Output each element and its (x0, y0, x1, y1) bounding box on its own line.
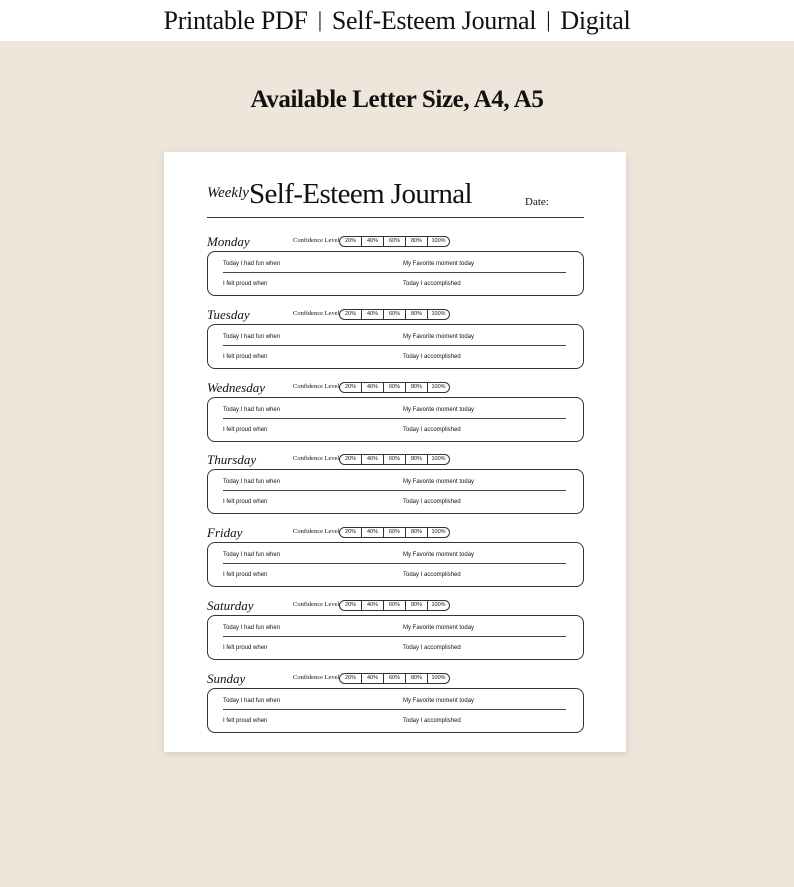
day-section-wednesday (207, 379, 584, 449)
confidence-option[interactable]: 40% (361, 601, 383, 610)
confidence-option[interactable]: 20% (344, 456, 356, 463)
prompt-fun: Today I had fun when (223, 333, 281, 340)
prompt-favorite-moment: My Favorite moment today (403, 552, 475, 559)
day-section-monday (207, 233, 584, 303)
confidence-option[interactable]: 40% (361, 310, 383, 319)
entry-divider (223, 490, 566, 491)
confidence-option[interactable]: 60% (383, 528, 405, 537)
day-name: Saturday (207, 598, 254, 613)
prompt-felt-proud: I felt proud when (223, 353, 268, 360)
confidence-scale (339, 236, 450, 247)
day-entry-box[interactable] (207, 688, 584, 733)
entry-divider (223, 418, 566, 419)
confidence-option[interactable]: 100% (427, 528, 449, 537)
day-name: Monday (207, 234, 250, 249)
title-divider (207, 217, 584, 218)
confidence-scale (339, 309, 450, 320)
confidence-option[interactable]: 20% (344, 310, 356, 317)
confidence-option[interactable]: 60% (383, 455, 405, 464)
entry-divider (223, 636, 566, 637)
prompt-accomplished: Today I accomplished (403, 499, 461, 506)
sizes-subtitle: Available Letter Size, A4, A5 (250, 86, 544, 113)
entry-divider (223, 272, 566, 273)
header-separator: | (317, 6, 322, 32)
day-section-tuesday (207, 306, 584, 376)
confidence-option[interactable]: 40% (361, 528, 383, 537)
entry-divider (223, 345, 566, 346)
confidence-option[interactable]: 20% (344, 674, 356, 681)
header-bar (0, 0, 794, 41)
day-name: Thursday (207, 452, 257, 468)
confidence-option[interactable]: 100% (427, 383, 449, 392)
prompt-accomplished: Today I accomplished (403, 353, 461, 360)
day-section-friday (207, 524, 584, 594)
confidence-scale (339, 600, 450, 611)
prompt-fun: Today I had fun when (223, 479, 281, 486)
prompt-felt-proud: I felt proud when (223, 645, 268, 651)
confidence-option[interactable]: 40% (361, 455, 383, 464)
prompt-favorite-moment: My Favorite moment today (403, 625, 475, 631)
prompt-favorite-moment: My Favorite moment today (403, 479, 475, 486)
day-section-saturday (207, 597, 584, 667)
journal-page (164, 152, 626, 752)
day-section-thursday (207, 451, 584, 521)
prompt-accomplished: Today I accomplished (403, 717, 461, 724)
confidence-option[interactable]: 60% (383, 237, 405, 246)
prompt-felt-proud: I felt proud when (223, 281, 268, 287)
confidence-option[interactable]: 40% (361, 674, 383, 683)
confidence-option[interactable]: 60% (383, 383, 405, 392)
confidence-option[interactable]: 20% (344, 529, 356, 536)
prompt-accomplished: Today I accomplished (403, 645, 461, 651)
prompt-accomplished: Today I accomplished (403, 426, 461, 433)
day-name: Sunday (207, 670, 246, 686)
prompt-favorite-moment: My Favorite moment today (403, 261, 475, 267)
date-label: Date: (525, 196, 549, 208)
confidence-option[interactable]: 40% (361, 237, 383, 246)
confidence-option[interactable]: 100% (427, 601, 449, 610)
prompt-fun: Today I had fun when (223, 552, 281, 559)
day-name: Wednesday (207, 379, 266, 395)
confidence-scale (339, 382, 450, 393)
prompt-favorite-moment: My Favorite moment today (403, 406, 475, 413)
day-entry-box[interactable] (207, 324, 584, 369)
confidence-level-label: Confidence Level (293, 455, 340, 463)
prompt-favorite-moment: My Favorite moment today (403, 697, 475, 704)
confidence-option[interactable]: 40% (361, 383, 383, 392)
confidence-option[interactable]: 80% (405, 455, 427, 464)
prompt-fun: Today I had fun when (223, 261, 281, 267)
prompt-fun: Today I had fun when (223, 625, 281, 631)
prompt-fun: Today I had fun when (223, 697, 281, 704)
day-entry-box[interactable] (207, 615, 584, 660)
confidence-scale (339, 527, 450, 538)
confidence-option[interactable]: 80% (405, 310, 427, 319)
journal-weekly-label: Weekly (207, 185, 249, 201)
confidence-option[interactable]: 100% (427, 237, 449, 246)
prompt-felt-proud: I felt proud when (223, 426, 268, 433)
prompt-accomplished: Today I accomplished (403, 572, 461, 579)
day-name: Friday (207, 525, 243, 541)
confidence-option[interactable]: 80% (405, 601, 427, 610)
prompt-accomplished: Today I accomplished (403, 281, 461, 287)
confidence-option[interactable]: 20% (344, 383, 356, 390)
header-separator: | (546, 6, 551, 32)
journal-main-title: Self-Esteem Journal (249, 178, 472, 210)
prompt-fun: Today I had fun when (223, 406, 281, 413)
confidence-option[interactable]: 100% (427, 310, 449, 319)
confidence-level-label: Confidence Level (293, 237, 340, 244)
confidence-option[interactable]: 80% (405, 674, 427, 683)
confidence-level-label: Confidence Level (293, 601, 340, 608)
confidence-level-label: Confidence Level (293, 673, 340, 681)
prompt-favorite-moment: My Favorite moment today (403, 333, 475, 340)
confidence-option[interactable]: 60% (383, 601, 405, 610)
confidence-option[interactable]: 80% (405, 383, 427, 392)
header-right-text: Digital (560, 5, 631, 35)
confidence-option[interactable]: 20% (344, 238, 356, 244)
entry-divider (223, 563, 566, 564)
confidence-scale (339, 673, 450, 684)
day-entry-box[interactable] (207, 251, 584, 296)
day-entry-box[interactable] (207, 397, 584, 442)
confidence-option[interactable]: 80% (405, 528, 427, 537)
confidence-option[interactable]: 100% (427, 674, 449, 683)
confidence-option[interactable]: 80% (405, 237, 427, 246)
prompt-felt-proud: I felt proud when (223, 572, 268, 579)
confidence-option[interactable]: 60% (383, 310, 405, 319)
day-section-sunday (207, 670, 584, 740)
confidence-level-label: Confidence Level (293, 528, 340, 536)
day-entry-box[interactable] (207, 469, 584, 514)
entry-divider (223, 709, 566, 710)
prompt-felt-proud: I felt proud when (223, 717, 268, 724)
confidence-option[interactable]: 60% (383, 674, 405, 683)
header-left-text: Printable PDF (163, 5, 308, 35)
day-name: Tuesday (207, 306, 250, 322)
confidence-option[interactable]: 20% (344, 602, 356, 608)
confidence-scale (339, 454, 450, 465)
header-center-text: Self-Esteem Journal (331, 5, 537, 35)
confidence-level-label: Confidence Level (293, 309, 340, 317)
confidence-option[interactable]: 100% (427, 455, 449, 464)
prompt-felt-proud: I felt proud when (223, 499, 268, 506)
day-entry-box[interactable] (207, 542, 584, 587)
confidence-level-label: Confidence Level (293, 382, 340, 390)
